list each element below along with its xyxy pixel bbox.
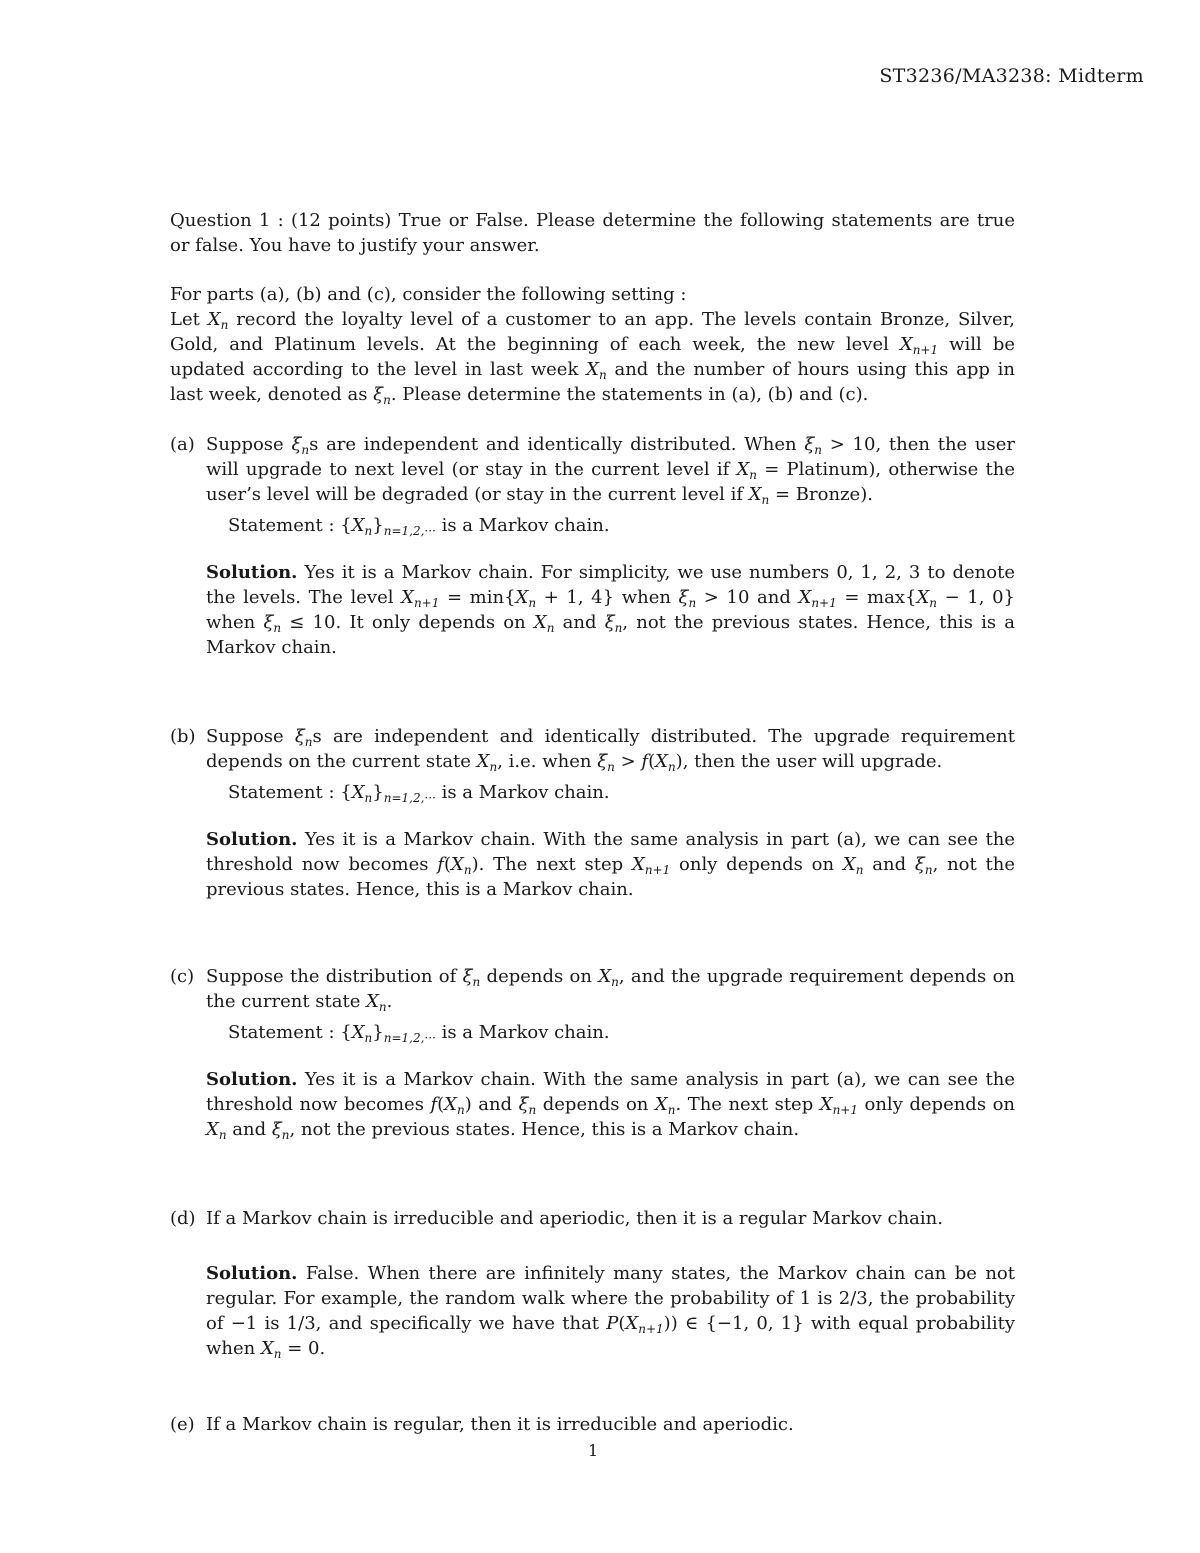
part-c-statement: Statement : $\{X_n\}_{n=1,2,\cdot\cdot\cdot}$ is a Markov chain. <box>228 1022 610 1045</box>
page-header: ST3236/MA3238: Midterm <box>879 65 1144 87</box>
part-b-solution: Solution. Yes it is a Markov chain. With the same analysis in part (a), we can see the threshold now becomes $f(X_n)$. The next step $X_{n+1}$ only depends on $X_n$ and $\xi_n$, not the previous states. Hence, this is a Markov chain. <box>206 829 1016 900</box>
part-c-solution: Solution. Yes it is a Markov chain. With the same analysis in part (a), we can see the threshold now becomes $f(X_n)$ and $\xi_n$ depends on $X_n$. The next step $X_{n+1}$ only depends on $X_n$ and $\xi_n$, not the previous states. Hence, this is a Markov chain. <box>206 1069 1016 1142</box>
part-b-label: (b) <box>170 726 196 747</box>
setting-line: For parts (a), (b) and (c), consider the following setting : <box>170 284 687 305</box>
part-e-label: (e) <box>170 1414 195 1435</box>
part-a-text: Suppose $\xi_ns$ are independent and identically distributed. When $\xi_n > 10$, then the user will upgrade to next level (or stay in the current level if $X_n$ = Platinum), otherwise the user’s level will be degraded (or stay in the current level if $X_n$ = Bronze). <box>206 434 1016 507</box>
part-e <box>170 1412 1015 1437</box>
part-a-label: (a) <box>170 434 195 455</box>
setting-block <box>170 282 1015 407</box>
part-c <box>170 964 1015 1142</box>
setting-text: Let $X_n$ record the loyalty level of a customer to an app. The levels contain Bronze, Silver, Gold, and Platinum levels. At the beginning of each week, the new level $X_{n+1}$ will be updated according to the level in last week $X_n$ and the number of hours using this app in last week, denoted as $\xi_n$. Please determine the statements in (a), (b) and (c). <box>170 309 1015 407</box>
part-c-label: (c) <box>170 966 195 987</box>
part-d-label: (d) <box>170 1208 196 1229</box>
part-a-solution: Solution. Yes it is a Markov chain. For simplicity, we use numbers 0, 1, 2, 3 to denote the levels. The level $X_{n+1} = \min\{X_n + 1$, 4} when $\xi_n > 10$ and $X_{n+1} = \max\{X_n - 1$, 0} when $\xi_n \le 10$. It only depends on $X_n$ and $\xi_n$, not the previous states. Hence, this is a Markov chain. <box>206 562 1016 658</box>
part-e-text: If a Markov chain is regular, then it is irreducible and aperiodic. <box>206 1414 794 1435</box>
part-a <box>170 432 1015 660</box>
part-d <box>170 1206 1015 1361</box>
question-intro: Question 1 : (12 points) True or False. Please determine the following statements are true or false. You have to justify your answer. <box>170 210 1015 256</box>
part-b-statement: Statement : $\{X_n\}_{n=1,2,\cdot\cdot\cdot}$ is a Markov chain. <box>228 782 610 805</box>
page-number: 1 <box>588 1441 599 1460</box>
part-d-solution: Solution. False. When there are infinitely many states, the Markov chain can be not regular. For example, the random walk where the probability of 1 is 2/3, the probability of −1 is 1/3, and specifically we have that $P(X_{n+1})$) ∈ {−1, 0, 1} with equal probability when $X_n = 0$. <box>206 1263 1015 1361</box>
part-b <box>170 724 1015 902</box>
part-b-text: Suppose $\xi_ns$ are independent and identically distributed. The upgrade requirement depends on the current state $X_n$, i.e. when $\xi_n > f(X_n)$, then the user will upgrade. <box>206 726 1015 774</box>
part-c-text: Suppose the distribution of $\xi_n$ depends on $X_n$, and the upgrade requirement depends on the current state $X_n$. <box>206 966 1016 1014</box>
part-a-statement: Statement : $\{X_n\}_{n=1,2,\cdot\cdot\cdot}$ is a Markov chain. <box>228 515 610 538</box>
part-d-text: If a Markov chain is irreducible and aperiodic, then it is a regular Markov chain. <box>206 1208 943 1229</box>
